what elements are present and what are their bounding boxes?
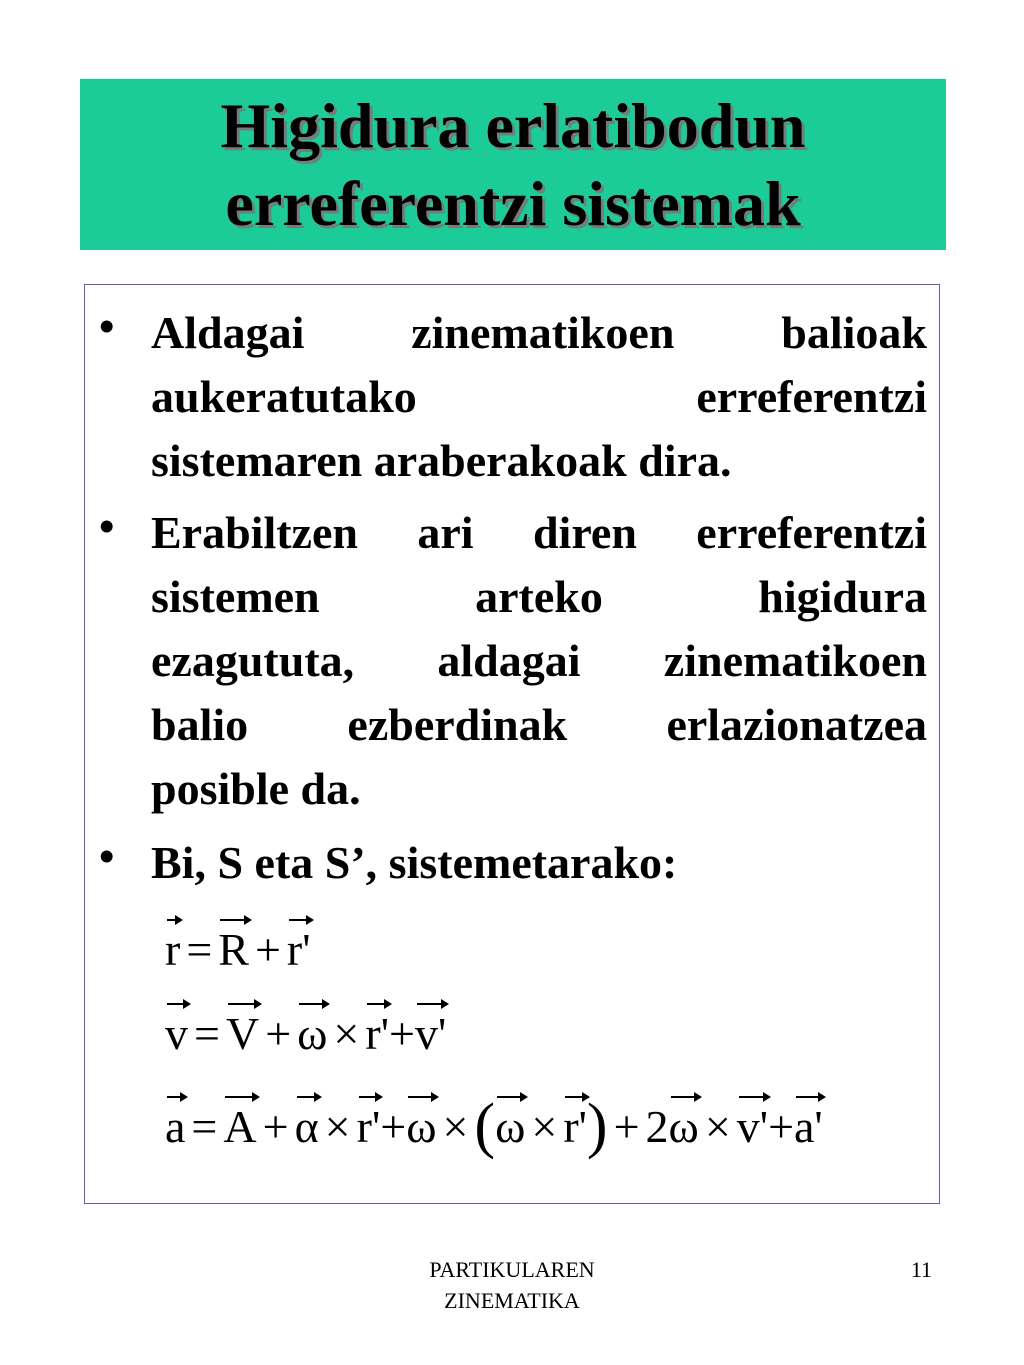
bullet-2-line: balio ezberdinak erlazionatzea (151, 699, 927, 750)
vector-A: A (223, 1101, 257, 1152)
vector-a: a (165, 1101, 186, 1152)
vector-omega: ω (297, 1008, 328, 1059)
cross-sign: × (324, 1101, 351, 1152)
cross-sign: × (704, 1101, 731, 1152)
vector-omega: ω (406, 1101, 437, 1152)
vector-a-prime: a' (794, 1101, 823, 1152)
bullet-text-2 (151, 501, 927, 821)
bullet-2-line: posible da. (151, 763, 361, 814)
right-paren: ) (586, 1092, 608, 1160)
vector-omega: ω (495, 1101, 526, 1152)
cross-sign: × (442, 1101, 469, 1152)
vector-v-prime: v' (414, 1008, 447, 1059)
equals-sign: = (194, 1008, 220, 1059)
title-line-2: erreferentzi sistemak (225, 167, 801, 239)
cross-sign: × (333, 1008, 360, 1059)
bullet-2-line: sistemen arteko higidura (151, 571, 927, 622)
vector-V: V (225, 1008, 260, 1059)
bullet-marker: • (99, 832, 115, 881)
plus-sign: + (388, 1008, 415, 1059)
bullet-marker: • (99, 502, 115, 551)
equation-acceleration (165, 1091, 823, 1162)
bullet-1-line: Aldagai zinematikoen balioak (151, 307, 927, 358)
coefficient-two: 2 (645, 1101, 669, 1152)
vector-v: v (165, 1008, 188, 1059)
bullet-1-line: sistemaren araberakoak dira. (151, 435, 732, 486)
bullet-2-line: Erabiltzen ari diren erreferentzi (151, 507, 927, 558)
content-panel (84, 284, 940, 1204)
vector-r-prime: r' (563, 1101, 587, 1152)
vector-r-prime: r' (356, 1101, 381, 1152)
vector-v-prime: v' (736, 1101, 769, 1152)
footer-topic (390, 1254, 634, 1316)
footer-topic-line-2: ZINEMATIKA (444, 1288, 580, 1313)
plus-sign: + (380, 1101, 407, 1152)
bullet-1-line: aukeratutako erreferentzi (151, 371, 927, 422)
bullet-text-3 (151, 831, 927, 895)
plus-sign: + (262, 1101, 289, 1152)
equation-position (165, 923, 311, 976)
bullet-2-line: ezagututa, aldagai zinematikoen (151, 635, 927, 686)
cross-sign: × (531, 1101, 558, 1152)
plus-sign: + (265, 1008, 292, 1059)
equation-velocity (165, 1007, 446, 1060)
vector-r-prime: r' (286, 924, 311, 975)
title-line-1: Higidura erlatibodun (220, 89, 806, 161)
left-paren: ( (474, 1092, 496, 1160)
equals-sign: = (186, 924, 213, 975)
vector-omega: ω (668, 1101, 699, 1152)
plus-sign: + (613, 1101, 640, 1152)
vector-alpha: α (294, 1101, 319, 1152)
equals-sign: = (191, 1101, 218, 1152)
vector-R: R (218, 924, 249, 975)
page-number: 11 (910, 1257, 932, 1282)
bullet-3-line: Bi, S eta S’, sistemetarako: (151, 837, 678, 888)
bullet-marker: • (99, 302, 115, 351)
title-banner (80, 79, 946, 250)
plus-sign: + (254, 924, 281, 975)
footer-topic-line-1: PARTIKULAREN (429, 1257, 595, 1282)
bullet-text-1 (151, 301, 927, 493)
vector-r: r (165, 924, 181, 975)
plus-sign: + (768, 1101, 795, 1152)
vector-r-prime: r' (365, 1008, 389, 1059)
